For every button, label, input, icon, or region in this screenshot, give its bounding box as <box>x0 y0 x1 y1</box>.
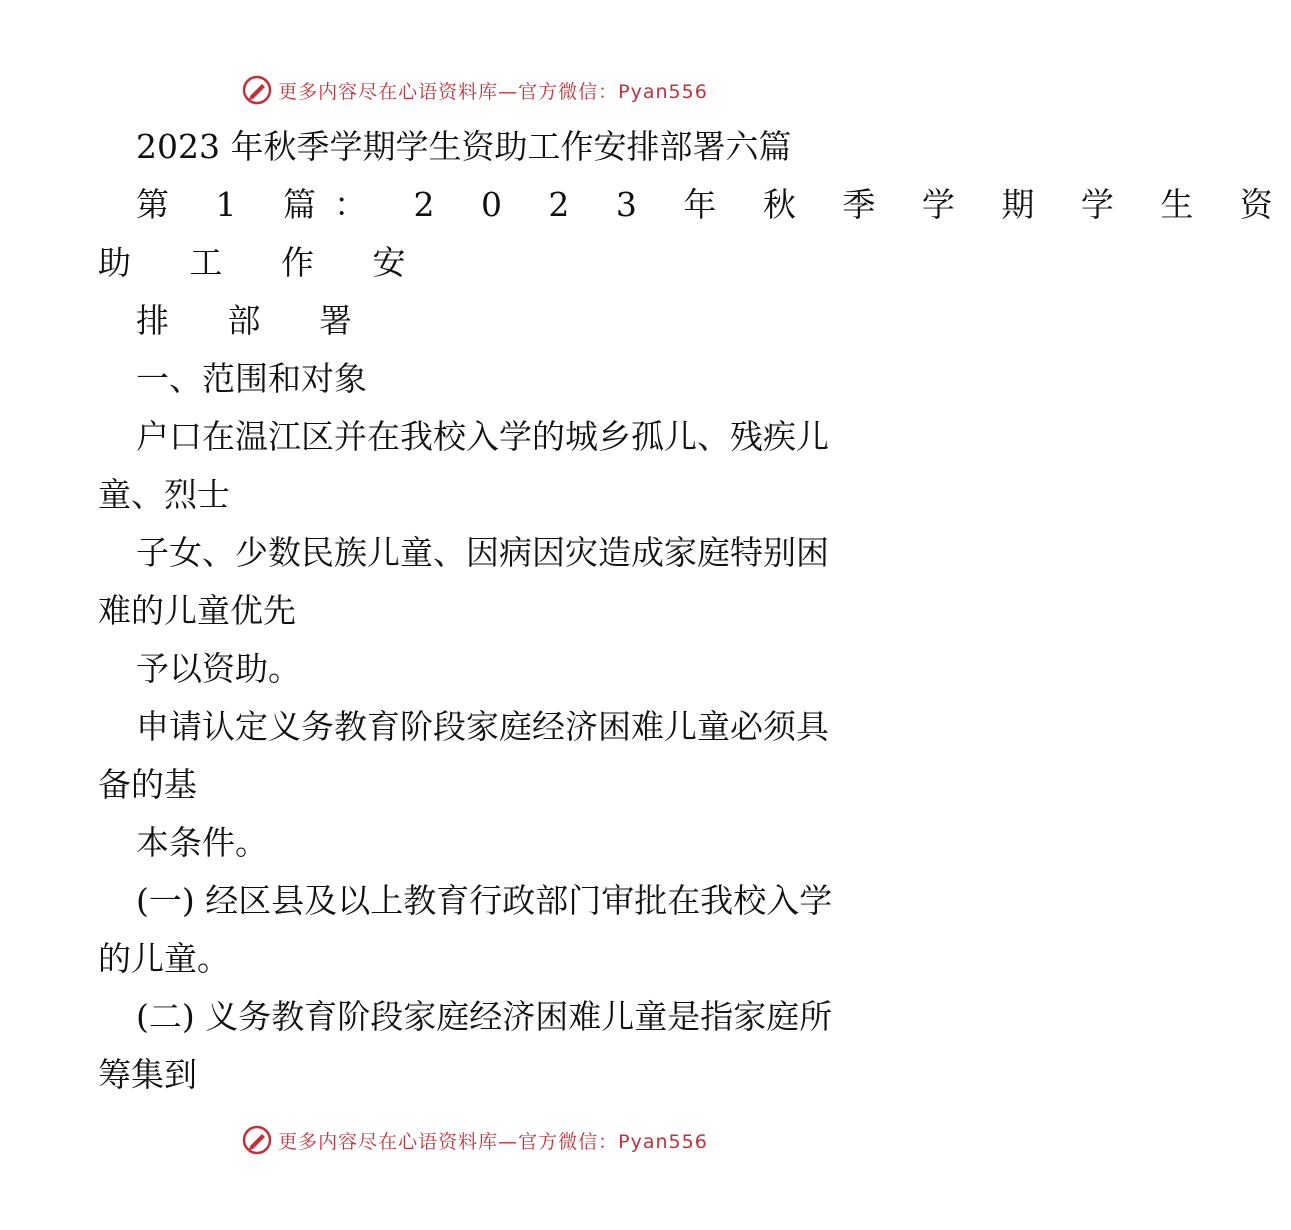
watermark-text: 更多内容尽在心语资料库—官方微信：Pyan556 <box>278 80 708 103</box>
subsection-heading: 一、范围和对象 <box>136 359 367 398</box>
paragraph-line: 本条件。 <box>136 823 268 862</box>
paragraph-line: 户口在温江区并在我校入学的城乡孤儿、残疾儿 <box>136 417 829 456</box>
paragraph-line: 备的基 <box>98 765 197 804</box>
list-item-line: 筹集到 <box>98 1055 197 1094</box>
watermark-text: 更多内容尽在心语资料库—官方微信：Pyan556 <box>278 1130 708 1153</box>
list-item-line: 的儿童。 <box>98 939 230 978</box>
list-item-line: (一) 经区县及以上教育行政部门审批在我校入学 <box>136 881 833 920</box>
pen-logo-icon <box>242 1125 272 1155</box>
watermark-footer <box>0 1120 950 1160</box>
section-heading-continued: 助 工 作 安 <box>98 243 430 282</box>
paragraph-line: 难的儿童优先 <box>98 591 296 630</box>
section-heading-continued: 排 部 署 <box>136 301 376 340</box>
pen-logo-icon <box>242 75 272 105</box>
section-heading: 第 1 篇： 2 0 2 3 年 秋 季 学 期 学 生 资 <box>136 185 1291 224</box>
paragraph-line: 申请认定义务教育阶段家庭经济困难儿童必须具 <box>136 707 829 746</box>
document-body <box>98 118 1291 1104</box>
paragraph-line: 予以资助。 <box>136 649 301 688</box>
list-item-line: (二) 义务教育阶段家庭经济困难儿童是指家庭所 <box>136 997 833 1036</box>
watermark-header <box>0 70 950 110</box>
document-title: 2023 年秋季学期学生资助工作安排部署六篇 <box>136 127 792 166</box>
paragraph-line: 童、烈士 <box>98 475 230 514</box>
paragraph-line: 子女、少数民族儿童、因病因灾造成家庭特别困 <box>136 533 829 572</box>
